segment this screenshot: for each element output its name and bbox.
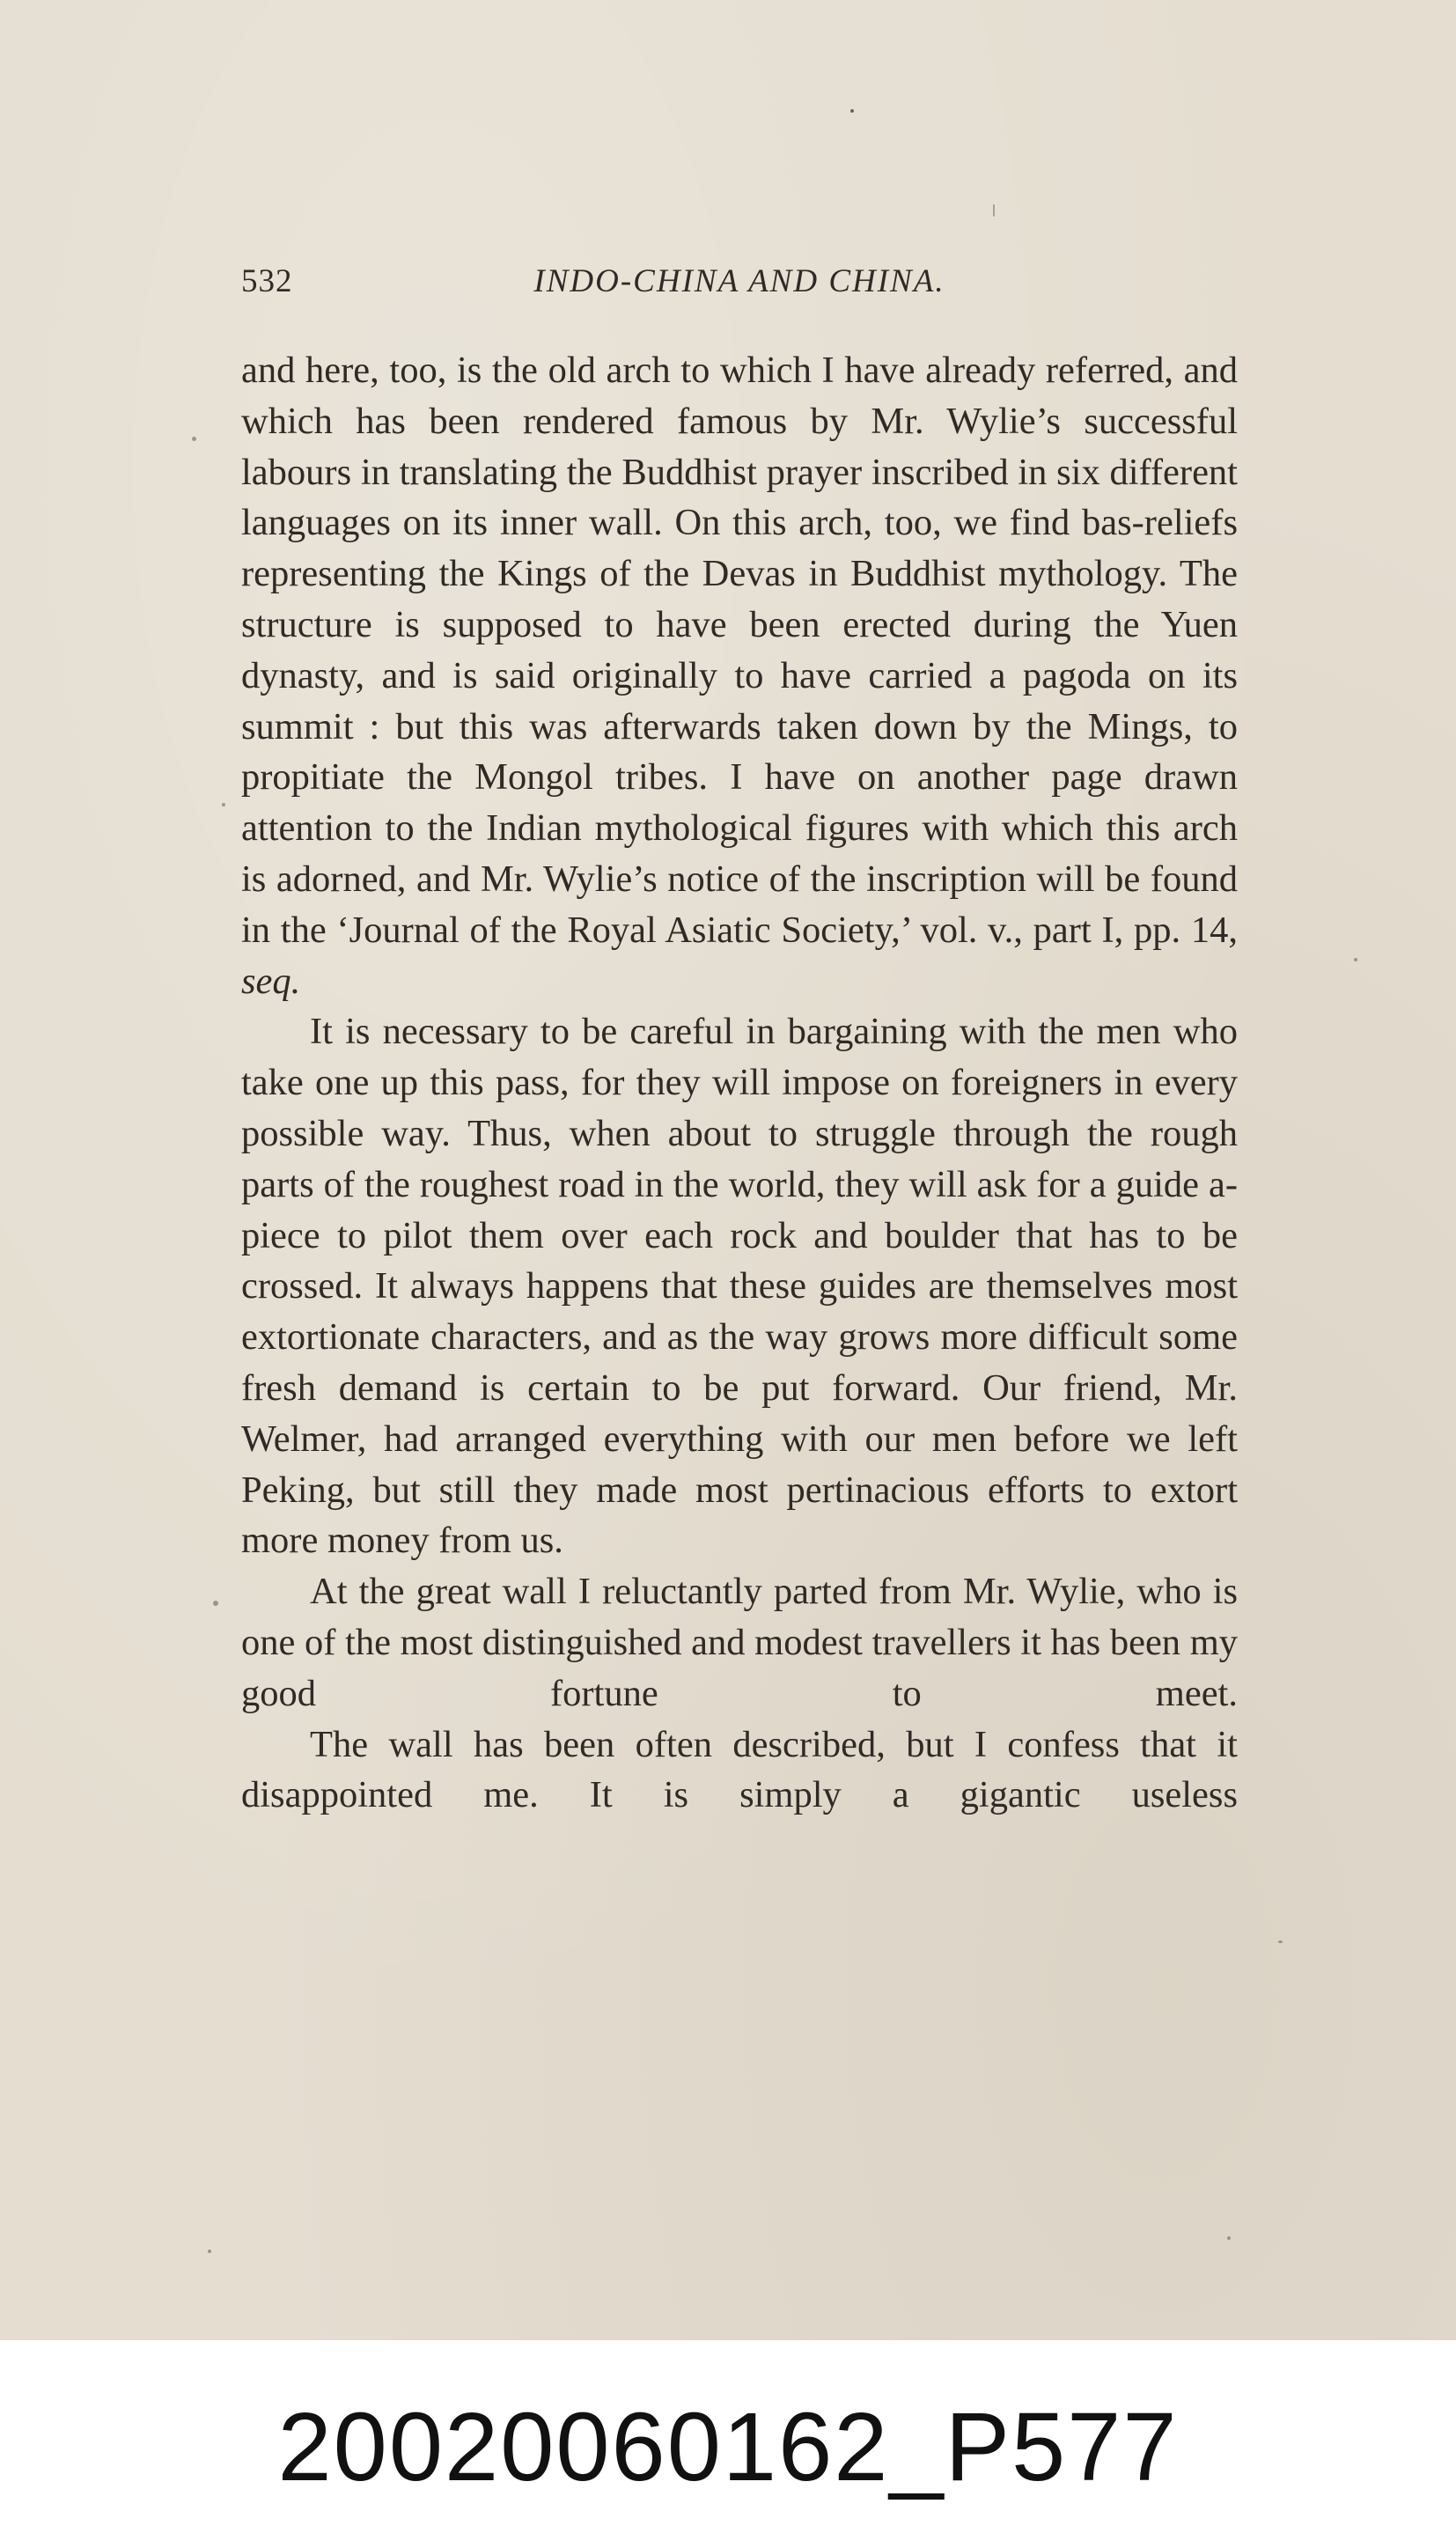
paper-speck — [222, 803, 225, 806]
paper-speck — [1354, 958, 1357, 961]
running-head: INDO-CHINA AND CHINA. — [533, 263, 945, 299]
paragraph: The wall has been often described, but I confess that it disappointed me. It is simply a gigantic useless — [241, 1723, 1238, 1816]
paper-speck — [1227, 2236, 1231, 2240]
italic-abbreviation: seq. — [241, 960, 301, 1002]
paragraph-text: and here, too, is the old arch to which I have already referred, and which has been rendered famous by Mr. Wylie’s successful labours in translating the Buddhist prayer inscribed in six different languages on its inner wall. On this arch, too, we find bas-reliefs representing the Kings of the Devas in Buddhist mythology. The structure is supposed to have been erected during the Yuen dynasty, and is said originally to have carried a pagoda on its summit : but this was afterwards taken down by the Mings, to propitiate the Mongol tribes. I have on another page drawn attention to the Indian mythological figures with which this arch is adorned, and Mr. Wylie’s notice of the inscription will be found in the ‘Journal of the Royal Asiatic Society,’ vol. v., part I, pp. 14, — [241, 350, 1238, 951]
paragraph — [241, 345, 1238, 1006]
paper-speck — [1278, 1940, 1283, 1943]
archive-label — [0, 2340, 1456, 2548]
paper-speck — [208, 2250, 211, 2253]
paragraph: At the great wall I reluctantly parted from Mr. Wylie, who is one of the most distinguished and modest travellers it has been my good fortune to meet. — [241, 1571, 1238, 1714]
paragraph: It is necessary to be careful in bargaining with the men who take one up this pass, for they will impose on foreigners in every possible way. Thus, when about to struggle through the rough parts of the roughest road in the world, they will ask for a guide a-piece to pilot them over each rock and boulder that has to be crossed. It always happens that these guides are themselves most extortionate characters, and as the way grows more difficult some fresh demand is certain to be put forward. Our friend, Mr. Welmer, had arranged everything with our men before we left Peking, but still they made most pertinacious efforts to extort more money from us. — [241, 1011, 1238, 1562]
paper-speck — [850, 109, 854, 113]
paper-speck — [192, 437, 196, 441]
page-header — [241, 262, 1238, 306]
page-number: 532 — [241, 263, 293, 299]
paper-speck — [993, 204, 995, 217]
paper-speck — [213, 1601, 218, 1606]
archive-identifier: 20020060162_P577 — [277, 2393, 1179, 2501]
body-text — [241, 345, 1238, 1821]
